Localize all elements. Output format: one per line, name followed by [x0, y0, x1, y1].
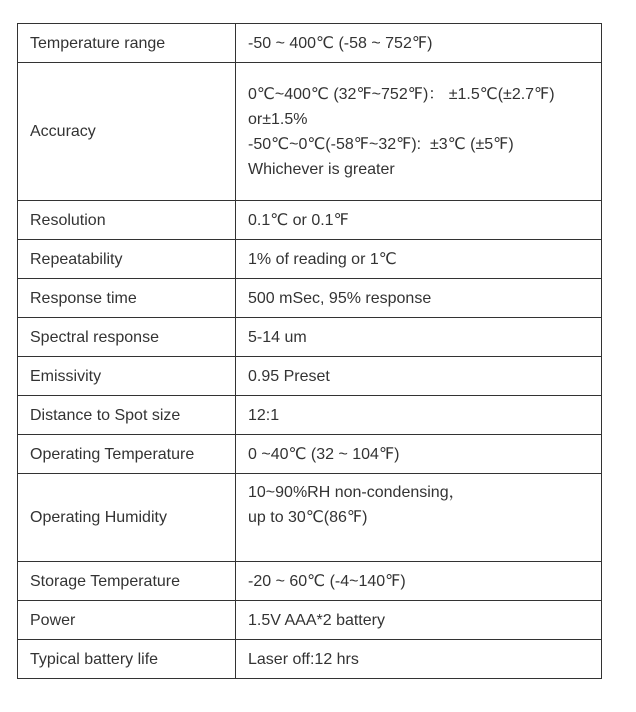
table-row-typical-battery-life — [18, 640, 602, 679]
table-row-accuracy — [18, 63, 602, 201]
spec-label: Accuracy — [18, 63, 236, 201]
spec-value — [236, 24, 602, 63]
table-row-temperature-range — [18, 24, 602, 63]
spec-label: Operating Temperature — [18, 435, 236, 474]
spec-value-line: 1.5V AAA*2 battery — [248, 611, 385, 629]
spec-value-line: 0 ~40℃ (32 ~ 104℉) — [248, 445, 400, 463]
table-row-response-time — [18, 279, 602, 318]
table-row-resolution — [18, 201, 602, 240]
table-row-operating-humidity — [18, 474, 602, 562]
spec-value — [236, 435, 602, 474]
spec-label: Spectral response — [18, 318, 236, 357]
spec-value-line: -50℃~0℃(-58℉~32℉): ±3℃ (±5℉) — [248, 135, 514, 153]
table-row-emissivity — [18, 357, 602, 396]
spec-value-line: 0.1℃ or 0.1℉ — [248, 211, 349, 229]
table-row-repeatability — [18, 240, 602, 279]
spec-label: Repeatability — [18, 240, 236, 279]
spec-value — [236, 474, 602, 562]
spec-value — [236, 562, 602, 601]
spec-label: Power — [18, 601, 236, 640]
spec-value — [236, 640, 602, 679]
spec-label: Distance to Spot size — [18, 396, 236, 435]
spec-value-line: or±1.5% — [248, 110, 308, 128]
spec-value-line: up to 30℃(86℉) — [248, 509, 368, 526]
spec-value — [236, 279, 602, 318]
table-row-operating-temperature — [18, 435, 602, 474]
spec-value-line: 0℃~400℃ (32℉~752℉)： ±1.5℃(±2.7℉) — [248, 85, 555, 103]
spec-value — [236, 201, 602, 240]
spec-value-line: Whichever is greater — [248, 160, 395, 178]
spec-label: Storage Temperature — [18, 562, 236, 601]
spec-value-line: 10~90%RH non-condensing， — [248, 484, 465, 501]
spec-value — [236, 318, 602, 357]
spec-value-line: 500 mSec, 95% response — [248, 289, 432, 307]
spec-value — [236, 396, 602, 435]
spec-value — [236, 601, 602, 640]
table-row-distance-to-spot-size — [18, 396, 602, 435]
table-row-spectral-response — [18, 318, 602, 357]
spec-label: Typical battery life — [18, 640, 236, 679]
spec-label: Resolution — [18, 201, 236, 240]
spec-value-line: Laser off:12 hrs — [248, 650, 359, 668]
spec-value-line: -50 ~ 400℃ (-58 ~ 752℉) — [248, 34, 433, 52]
spec-value-line: -20 ~ 60℃ (-4~140℉) — [248, 572, 406, 590]
spec-label: Emissivity — [18, 357, 236, 396]
spec-value-line: 0.95 Preset — [248, 367, 330, 385]
spec-value-line: 1% of reading or 1℃ — [248, 250, 397, 268]
table-row-storage-temperature — [18, 562, 602, 601]
table-row-power — [18, 601, 602, 640]
spec-label: Response time — [18, 279, 236, 318]
spec-value — [236, 240, 602, 279]
spec-value — [236, 63, 602, 201]
spec-value — [236, 357, 602, 396]
spec-value-line: 12:1 — [248, 406, 280, 424]
spec-value-line: 5-14 um — [248, 328, 307, 346]
spec-label: Operating Humidity — [18, 474, 236, 562]
spec-label: Temperature range — [18, 24, 236, 63]
spec-table — [17, 23, 602, 679]
